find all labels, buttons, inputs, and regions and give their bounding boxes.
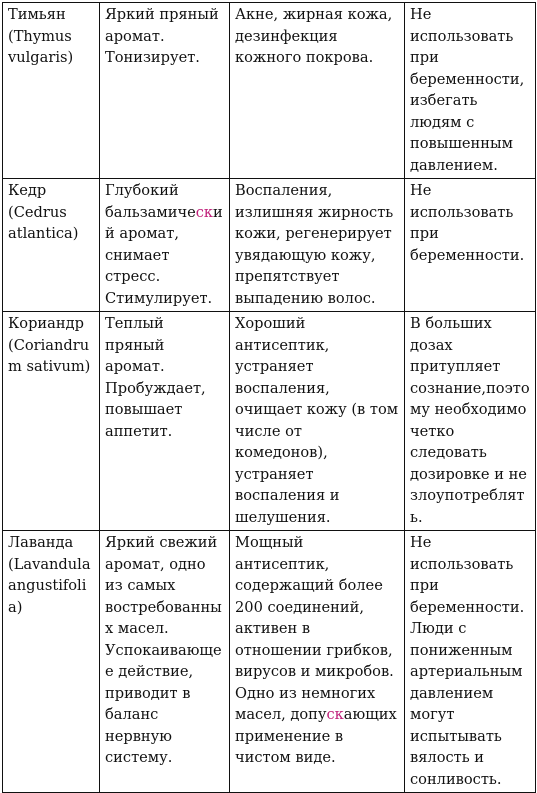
essential-oils-table [2,2,536,793]
table-row [3,531,536,793]
table-row [3,3,536,179]
aroma-cell: Яркий пряный аромат. Тонизирует. [100,3,230,179]
highlighted-text: ск [326,706,344,723]
oil-name: Тимьян [8,6,66,23]
oil-latin-name: (Coriandrum sativum) [8,336,91,375]
use-cell: Акне, жирная кожа, дезинфекция кожного покрова. [230,3,405,179]
aroma-cell: Теплый пряный аромат. Пробуждает, повышает аппетит. [100,312,230,531]
oil-name: Кориандр [8,315,84,332]
aroma-cell: Яркий свежий аромат, одно из самых востребованных масел. Успокаивающее действие, приводит в баланс нервную систему. [100,531,230,793]
use-cell: Хороший антисептик, устраняет воспаления, очищает кожу (в том числе от комедонов), устраняет воспаления и шелушения. [230,312,405,531]
oil-name: Лаванда [8,534,74,551]
aroma-text-start: Глубокий бальзамиче [105,182,196,221]
table-row [3,312,536,531]
table-row [3,179,536,312]
oil-name-cell [3,3,100,179]
oil-latin-name: (Cedrus atlantica) [8,203,79,242]
oil-name-cell [3,312,100,531]
oil-name-cell [3,531,100,793]
caution-cell: Не использовать при беременности, избегать людям с повышенным давлением. [405,3,536,179]
aroma-cell [100,179,230,312]
use-text-start: Мощный антисептик, содержащий более 200 соединений, активен в отношении грибков, вирусов и микробов. Одно из немногих масел, допу [235,534,394,723]
oil-name: Кедр [8,182,47,199]
oil-latin-name: (Lavandula angustifolia) [8,555,91,616]
use-cell: Воспаления, излишняя жирность кожи, регенерирует увядающую кожу, препятствует выпадению волос. [230,179,405,312]
highlighted-text: ск [195,203,214,221]
caution-cell: Не использовать при беременности. [405,179,536,312]
use-cell [230,531,405,793]
oil-name-cell [3,179,100,312]
aroma-text-end: ий аромат, снимает стресс. Стимулирует. [105,203,223,307]
caution-cell: В больших дозах притупляет сознание,поэтому необходимо четко следовать дозировке и не злоупотреблять. [405,312,536,531]
use-text-end: ающих применение в чистом виде. [235,706,397,766]
oil-latin-name: (Thymus vulgaris) [8,27,74,66]
caution-cell: Не использовать при беременности.Люди с пониженным артериальным давлением могут испытывать вялость и сонливость. [405,531,536,793]
